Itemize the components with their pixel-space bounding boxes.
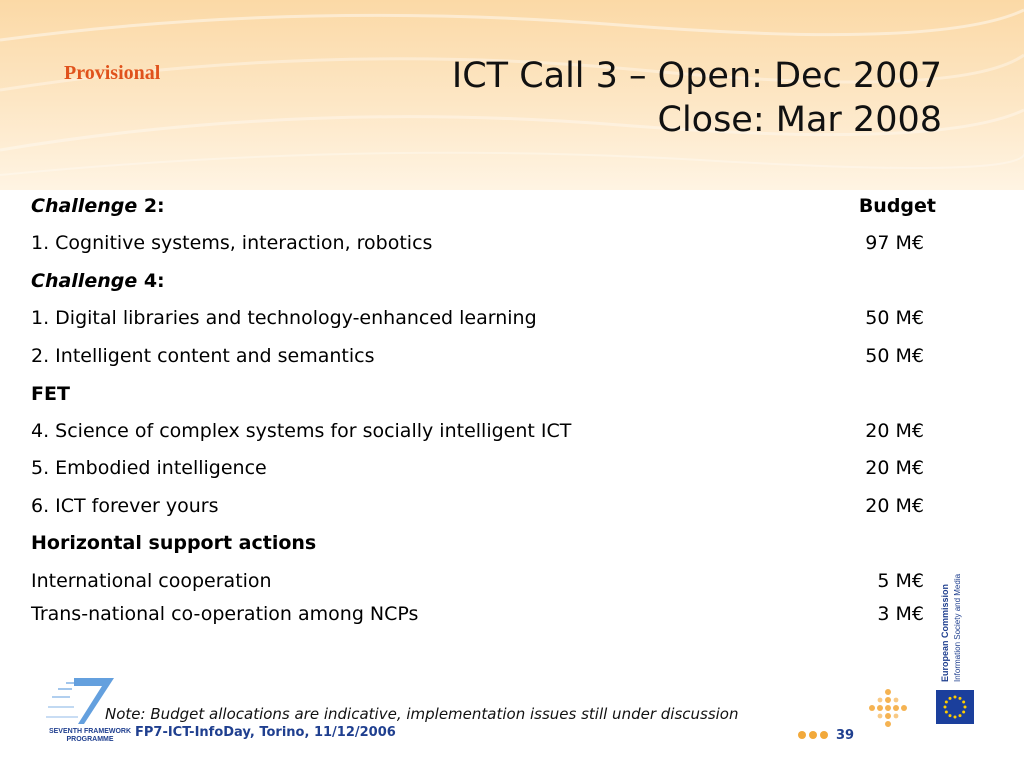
title-line-1: ICT Call 3 – Open: Dec 2007 [451,56,942,96]
eu-star [949,714,952,717]
eu-star [944,706,947,709]
row-label: 6. ICT forever yours [31,495,219,517]
eu-star [954,696,957,699]
row-amount: 3 M€ [877,603,924,625]
eu-flag-icon [936,690,974,724]
title-line-2: Close: Mar 2008 [657,100,942,140]
ec-logo-line-2: Information Society and Media [953,573,962,682]
eu-star [959,697,962,700]
row-amount: 20 M€ [865,495,924,517]
horizontal-support-heading: Horizontal support actions [31,532,317,554]
budget-note: Note: Budget allocations are indicative, implementation issues still under discussion [105,705,739,723]
fet-heading: FET [31,383,70,405]
slide-title [452,54,942,142]
row-label: 5. Embodied intelligence [31,457,267,479]
row-label: 4. Science of complex systems for socially intelligent ICT [31,420,572,442]
challenge-word: Challenge [31,195,138,217]
row-amount: 20 M€ [865,457,924,479]
event-footer: FP7-ICT-InfoDay, Torino, 11/12/2006 [135,725,396,740]
dotted-cross-decoration [868,688,908,728]
row-amount: 20 M€ [865,420,924,442]
european-commission-logo [936,540,972,686]
fp7-logo-line-1: SEVENTH FRAMEWORK [48,728,132,735]
challenge-4-heading [31,270,165,292]
eu-star [962,711,965,714]
row-label: 2. Intelligent content and semantics [31,345,375,367]
eu-star [954,716,957,719]
row-label: 1. Cognitive systems, interaction, robotics [31,232,433,254]
challenge-number: 2: [137,195,165,217]
row-amount: 50 M€ [865,307,924,329]
row-label: Trans-national co-operation among NCPs [31,603,419,625]
challenge-word: Challenge [31,270,138,292]
row-amount: 50 M€ [865,345,924,367]
row-amount: 5 M€ [877,570,924,592]
eu-star [945,701,948,704]
budget-column-header: Budget [858,195,936,217]
row-label: 1. Digital libraries and technology-enhanced learning [31,307,537,329]
page-dots-icon [797,729,831,741]
challenge-2-heading [31,195,165,217]
ec-logo-line-1: European Commission [940,583,950,682]
fp7-logo-line-2: PROGRAMME [66,736,114,743]
row-amount: 97 M€ [865,232,924,254]
eu-star [949,697,952,700]
eu-star [962,701,965,704]
row-label: International cooperation [31,570,272,592]
challenge-number: 4: [137,270,165,292]
provisional-label: Provisional [64,62,161,84]
page-number: 39 [836,728,855,743]
eu-star [959,714,962,717]
eu-star [964,706,967,709]
eu-star [945,711,948,714]
